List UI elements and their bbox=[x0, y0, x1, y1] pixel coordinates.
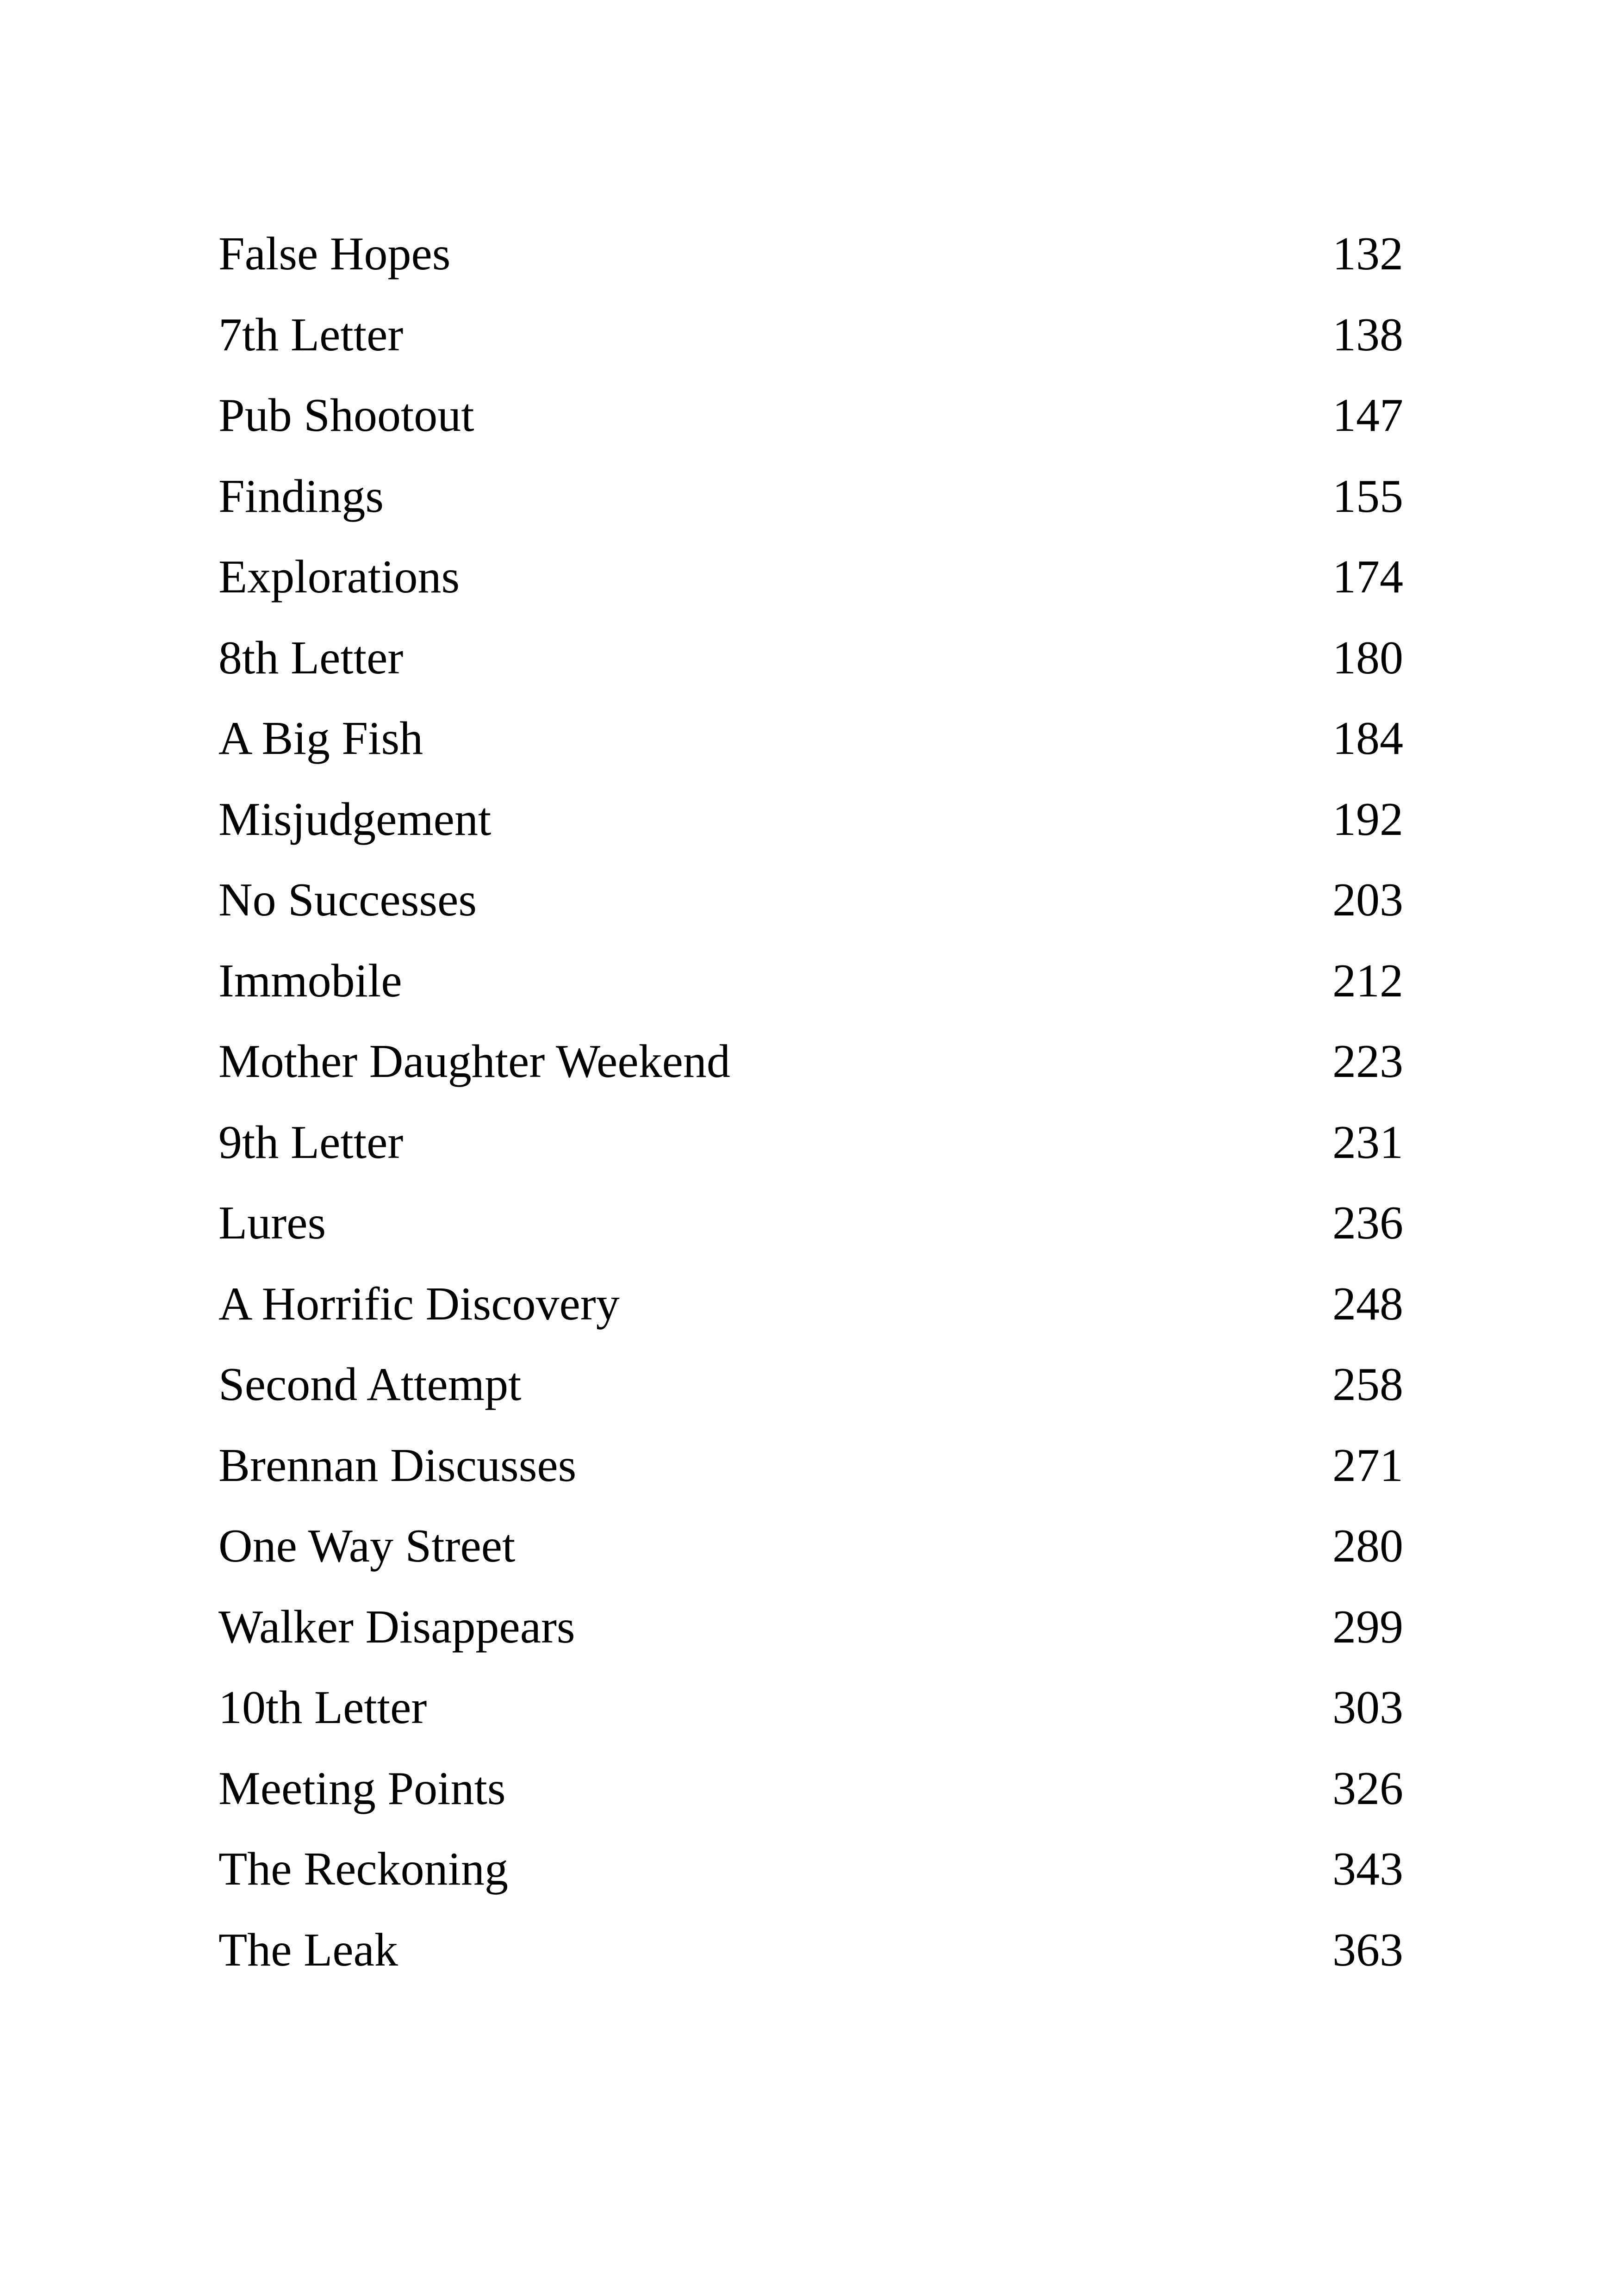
toc-entry-title: Lures bbox=[218, 1197, 326, 1250]
toc-entry-title: A Horrific Discovery bbox=[218, 1277, 620, 1330]
toc-entry-title: 8th Letter bbox=[218, 631, 404, 684]
toc-entry bbox=[218, 941, 1403, 1022]
toc-entry-title: Walker Disappears bbox=[218, 1600, 575, 1653]
toc-entry-page-number: 223 bbox=[1332, 1035, 1403, 1088]
toc-entry-title: Mother Daughter Weekend bbox=[218, 1035, 730, 1088]
toc-entry-title: One Way Street bbox=[218, 1520, 516, 1573]
toc-entry-page-number: 155 bbox=[1332, 470, 1403, 523]
toc-entry bbox=[218, 1506, 1403, 1587]
toc-entry bbox=[218, 698, 1403, 779]
toc-entry-page-number: 203 bbox=[1332, 874, 1403, 927]
toc-entry bbox=[218, 1829, 1403, 1910]
toc-entry bbox=[218, 537, 1403, 618]
toc-entry-title: Findings bbox=[218, 470, 384, 523]
toc-entry-page-number: 236 bbox=[1332, 1197, 1403, 1250]
toc-entry-title: Brennan Discusses bbox=[218, 1439, 577, 1492]
toc-entry-title: The Leak bbox=[218, 1923, 398, 1976]
toc-entry-page-number: 212 bbox=[1332, 954, 1403, 1007]
toc-entry-page-number: 280 bbox=[1332, 1520, 1403, 1573]
toc-entry-page-number: 248 bbox=[1332, 1277, 1403, 1330]
toc-entry-title: Pub Shootout bbox=[218, 389, 474, 442]
toc-entry bbox=[218, 1748, 1403, 1829]
toc-entry-page-number: 231 bbox=[1332, 1116, 1403, 1169]
toc-entry-title: Explorations bbox=[218, 551, 460, 604]
toc-entry-page-number: 147 bbox=[1332, 389, 1403, 442]
toc-entry-title: Meeting Points bbox=[218, 1762, 506, 1815]
toc-entry-title: Second Attempt bbox=[218, 1358, 522, 1411]
toc-entry-title: 9th Letter bbox=[218, 1116, 404, 1169]
toc-entry bbox=[218, 860, 1403, 941]
toc-entry-title: 10th Letter bbox=[218, 1681, 427, 1734]
toc-entry-page-number: 299 bbox=[1332, 1600, 1403, 1653]
toc-entry-page-number: 180 bbox=[1332, 631, 1403, 684]
toc-entry bbox=[218, 1344, 1403, 1425]
toc-entry-title: The Reckoning bbox=[218, 1843, 508, 1896]
toc-entry-page-number: 184 bbox=[1332, 712, 1403, 765]
toc-entry-title: Misjudgement bbox=[218, 793, 492, 846]
toc-entry-page-number: 343 bbox=[1332, 1843, 1403, 1896]
toc-entry bbox=[218, 214, 1403, 295]
toc-entry-page-number: 174 bbox=[1332, 551, 1403, 604]
toc-entry-page-number: 303 bbox=[1332, 1681, 1403, 1734]
toc-entry bbox=[218, 1587, 1403, 1668]
toc-entry-title: A Big Fish bbox=[218, 712, 423, 765]
toc-entry bbox=[218, 1102, 1403, 1183]
toc-entry bbox=[218, 1910, 1403, 1991]
toc-entry bbox=[218, 1183, 1403, 1264]
toc-entry bbox=[218, 456, 1403, 537]
toc-entry bbox=[218, 375, 1403, 456]
toc-entry bbox=[218, 1668, 1403, 1748]
toc-entry bbox=[218, 618, 1403, 699]
toc-entry-title: 7th Letter bbox=[218, 308, 404, 361]
table-of-contents bbox=[218, 214, 1403, 1991]
toc-entry-page-number: 138 bbox=[1332, 308, 1403, 361]
toc-entry-page-number: 326 bbox=[1332, 1762, 1403, 1815]
toc-entry-title: No Successes bbox=[218, 874, 477, 927]
toc-entry-page-number: 258 bbox=[1332, 1358, 1403, 1411]
toc-entry bbox=[218, 1425, 1403, 1506]
toc-entry bbox=[218, 1264, 1403, 1345]
toc-entry-page-number: 271 bbox=[1332, 1439, 1403, 1492]
toc-entry-page-number: 132 bbox=[1332, 228, 1403, 280]
toc-entry bbox=[218, 295, 1403, 376]
toc-entry bbox=[218, 1021, 1403, 1102]
toc-entry-title: Immobile bbox=[218, 954, 402, 1007]
toc-entry-page-number: 363 bbox=[1332, 1923, 1403, 1976]
toc-entry-title: False Hopes bbox=[218, 228, 451, 280]
toc-entry-page-number: 192 bbox=[1332, 793, 1403, 846]
toc-entry bbox=[218, 779, 1403, 860]
